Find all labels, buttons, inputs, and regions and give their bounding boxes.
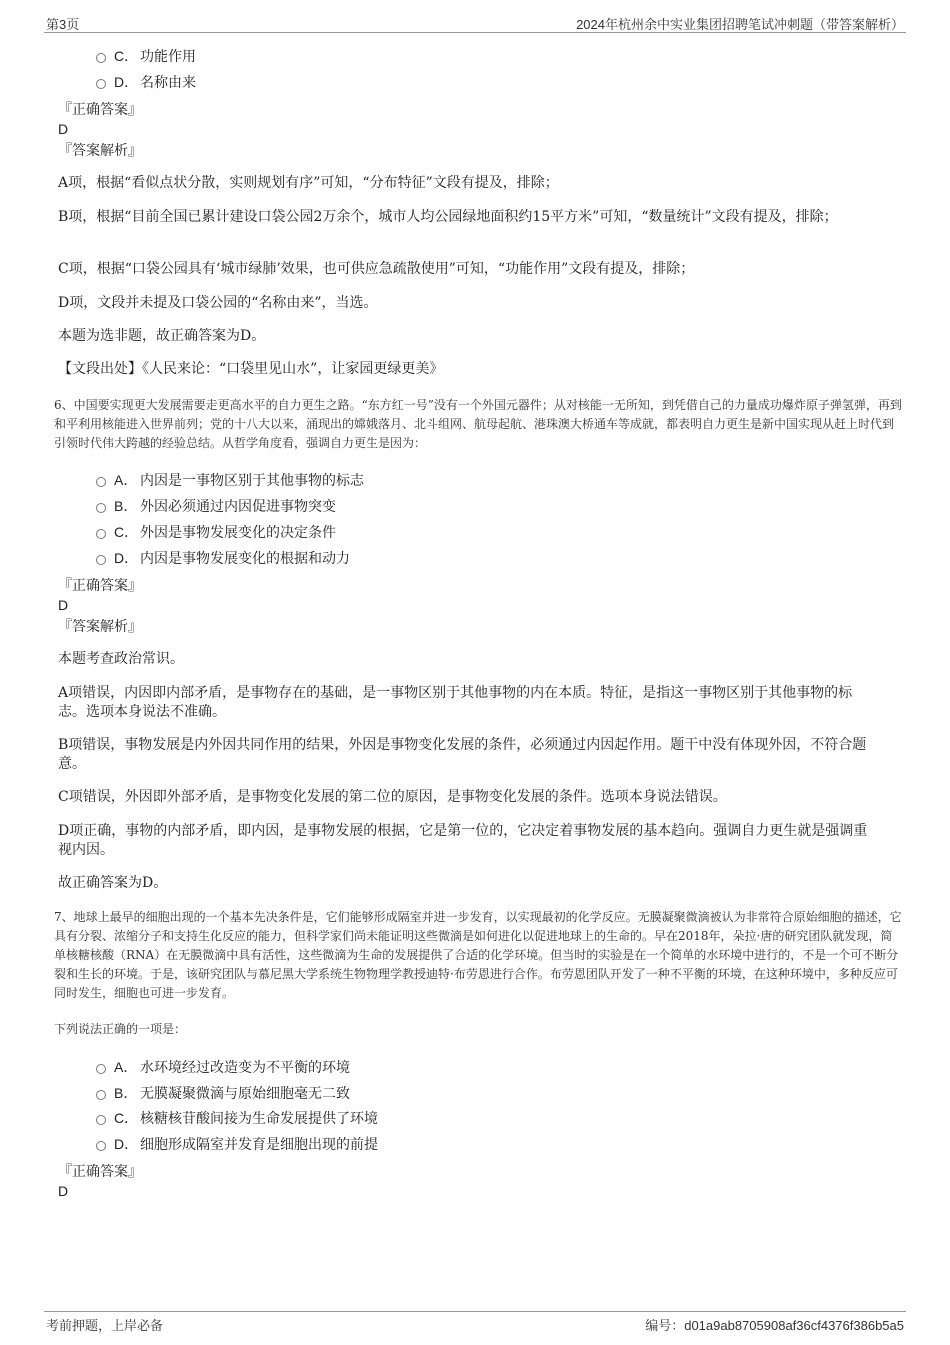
radio-icon[interactable]	[96, 477, 106, 487]
q5-option-d[interactable]: D． 名称由来	[96, 72, 196, 92]
q6-analysis-intro: 本题考查政治常识。	[58, 651, 184, 667]
page-header	[44, 14, 906, 33]
q6-answer: D	[58, 597, 69, 613]
q5-analysis-label: 『答案解析』	[58, 143, 142, 159]
q7-answer-label: 『正确答案』	[58, 1164, 142, 1180]
radio-icon[interactable]	[96, 503, 106, 513]
q5-option-c[interactable]: C． 功能作用	[96, 46, 196, 66]
q6-analysis-c: C项错误，外因即外部矛盾，是事物变化发展的第二位的原因，是事物变化发展的条件。选项本身说法错误。	[58, 789, 727, 805]
document-code: 编号：d01a9ab8705908af36cf4376f386b5a5	[645, 1318, 904, 1333]
q5-analysis-b: B项，根据“目前全国已累计建设口袋公园2万余个，城市人均公园绿地面积约15平方米”可知，“数量统计”文段有提及，排除；	[58, 209, 838, 225]
q7-option-d[interactable]: D． 细胞形成隔室并发育是细胞出现的前提	[96, 1134, 378, 1154]
q6-analysis-b: B项错误，事物发展是内外因共同作用的结果，外因是事物变化发展的条件，必须通过内因起作用。题干中没有体现外因，不符合题意。	[58, 737, 867, 772]
q5-analysis-source: 【文段出处】《人民来论：“口袋里见山水”，让家园更绿更美》	[58, 361, 444, 377]
q5-analysis-a: A项，根据“看似点状分散，实则规划有序”可知，“分布特征”文段有提及，排除；	[58, 175, 559, 191]
q7-answer: D	[58, 1183, 69, 1199]
radio-icon[interactable]	[96, 1141, 106, 1151]
q6-option-c[interactable]: C． 外因是事物发展变化的决定条件	[96, 522, 336, 542]
q6-answer-label: 『正确答案』	[58, 578, 142, 594]
q6-option-d[interactable]: D． 内因是事物发展变化的根据和动力	[96, 548, 350, 568]
q6-analysis-a: A项错误，内因即内部矛盾，是事物存在的基础，是一事物区别于其他事物的内在本质。特征，是指这一事物区别于其他事物的标志。选项本身说法不准确。	[58, 685, 853, 720]
radio-icon[interactable]	[96, 1090, 106, 1100]
radio-icon[interactable]	[96, 555, 106, 565]
q7-question: 7、地球上最早的细胞出现的一个基本先决条件是，它们能够形成隔室并进一步发育，以实现最初的化学反应。无膜凝聚微滴被认为非常符合原始细胞的描述，它具有分裂、浓缩分子和支持生化反应的能力，但科学家们尚未能证明这些微滴是如何进化以促进地球上的生命的。早在2018年，朵拉·唐的研究团队就发现，简单核糖核酸（RNA）在无膜微滴中具有活性，这些微滴为生命的发展提供了合适的化学环境。但当时的实验是在一个简单的水环境中进行的，不是一个可不断分裂和生长的环境。于是，该研究团队与慕尼黑大学系统生物物理学教授迪特·布劳恩进行合作。布劳恩团队开发了一种不平衡的环境，在这种环境中，多种反应可同时发生，细胞也可进一步发育。	[54, 910, 902, 1000]
q6-analysis-conclusion: 故正确答案为D。	[58, 875, 168, 891]
q5-analysis-conclusion: 本题为选非题，故正确答案为D。	[58, 328, 266, 344]
radio-icon[interactable]	[96, 79, 106, 89]
q6-analysis-d: D项正确，事物的内部矛盾，即内因，是事物发展的根据，它是第一位的，它决定着事物发展的基本趋向。强调自力更生就是强调重视内因。	[58, 823, 868, 858]
q6-option-a[interactable]: A． 内因是一事物区别于其他事物的标志	[96, 470, 364, 490]
q7-option-a[interactable]: A． 水环境经过改造变为不平衡的环境	[96, 1057, 350, 1077]
radio-icon[interactable]	[96, 1115, 106, 1125]
page-number: 第3页	[46, 17, 80, 32]
q5-analysis-d: D项，文段并未提及口袋公园的“名称由来”，当选。	[58, 295, 378, 311]
q7-option-c[interactable]: C． 核糖核苷酸间接为生命发展提供了环境	[96, 1108, 378, 1128]
q6-analysis-label: 『答案解析』	[58, 619, 142, 635]
q7-prompt: 下列说法正确的一项是：	[54, 1022, 187, 1036]
page-footer	[44, 1311, 906, 1334]
q5-analysis-c: C项，根据“口袋公园具有‘城市绿肺’效果，也可供应急疏散使用”可知，“功能作用”文段有提及，排除；	[58, 261, 695, 277]
q7-option-b[interactable]: B． 无膜凝聚微滴与原始细胞毫无二致	[96, 1083, 350, 1103]
radio-icon[interactable]	[96, 1064, 106, 1074]
q5-answer-label: 『正确答案』	[58, 102, 142, 118]
document-title: 2024年杭州余中实业集团招聘笔试冲刺题（带答案解析）	[576, 17, 904, 32]
q5-answer: D	[58, 121, 69, 137]
footer-slogan: 考前押题，上岸必备	[46, 1318, 164, 1333]
radio-icon[interactable]	[96, 53, 106, 63]
radio-icon[interactable]	[96, 529, 106, 539]
q6-question: 6、中国要实现更大发展需要走更高水平的自力更生之路。“东方红一号”没有一个外国元器件；从对核能一无所知，到凭借自己的力量成功爆炸原子弹氢弹，再到和平利用核能进入世界前列；党的十八大以来，涌现出的嫦娥落月、北斗组网、航母起航、港珠澳大桥通车等成就，都表明自力更生是新中国实现从赶上时代到引领时代伟大跨越的经验总结。从哲学角度看，强调自力更生是因为：	[54, 398, 902, 450]
q6-option-b[interactable]: B． 外因必须通过内因促进事物突变	[96, 496, 336, 516]
